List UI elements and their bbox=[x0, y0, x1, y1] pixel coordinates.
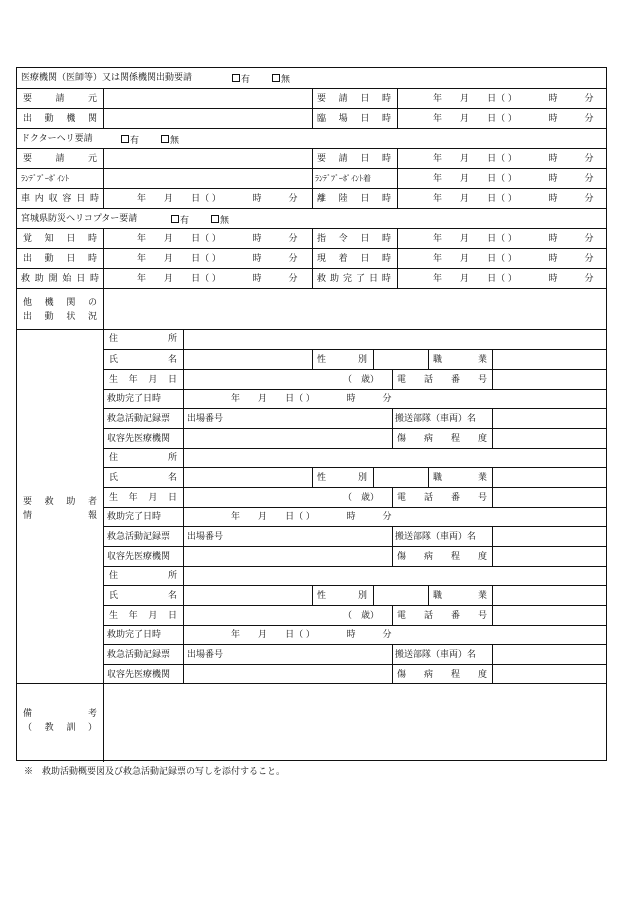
dispatch-no-label: 出場番号 bbox=[187, 532, 224, 542]
person-rescue-end-row bbox=[103, 389, 606, 408]
aware-datetime-label: 覚 知 日 時 bbox=[23, 234, 97, 244]
doctor-heli-row-2 bbox=[17, 168, 606, 188]
name-label: 氏 名 bbox=[109, 355, 177, 365]
request-datetime-label: 要 請 日 時 bbox=[317, 154, 391, 164]
severity-label: 傷 病 程 度 bbox=[397, 434, 487, 444]
person-hospital-row bbox=[103, 664, 606, 684]
severity-label: 傷 病 程 度 bbox=[397, 670, 487, 680]
sex-label: 性 別 bbox=[317, 355, 367, 365]
rescue-start-label: 救 助 開 始 日 時 bbox=[21, 274, 99, 284]
birth-label: 生 年 月 日 bbox=[109, 375, 177, 385]
date-field[interactable]: 年 月 日（ ） 時 分 bbox=[433, 274, 594, 284]
phone-label: 電 話 番 号 bbox=[397, 493, 487, 503]
other-agencies-label-2: 出 動 状 況 bbox=[23, 312, 97, 322]
address-label: 住 所 bbox=[109, 334, 177, 344]
person-section-label-1: 要 救 助 者 bbox=[23, 497, 97, 507]
arrival-datetime-label: 臨 場 日 時 bbox=[317, 114, 391, 124]
name-label: 氏 名 bbox=[109, 473, 177, 483]
person-address-row bbox=[103, 448, 606, 467]
date-field[interactable]: 年 月 日（ ） 時 分 bbox=[231, 512, 392, 522]
person-name-row bbox=[103, 467, 606, 487]
person-rescue-end-row bbox=[103, 625, 606, 644]
doctor-heli-yes-checkbox[interactable]: 有 bbox=[121, 135, 139, 146]
pref-heli-header bbox=[17, 208, 606, 228]
transport-unit-label: 搬送部隊（車両）名 bbox=[395, 414, 477, 424]
remarks-row bbox=[17, 683, 606, 762]
person-address-row bbox=[103, 566, 606, 585]
date-field[interactable]: 年 月 日（ ） 時 分 bbox=[231, 394, 392, 404]
dispatch-no-label: 出場番号 bbox=[187, 414, 224, 424]
person-record-row bbox=[103, 408, 606, 428]
person-info-section bbox=[17, 329, 606, 683]
request-datetime-label: 要 請 日 時 bbox=[317, 94, 391, 104]
hospital-label: 収容先医療機関 bbox=[107, 434, 171, 444]
age-field[interactable]: （ 歳） bbox=[343, 493, 380, 503]
severity-label: 傷 病 程 度 bbox=[397, 552, 487, 562]
person-hospital-row bbox=[103, 428, 606, 448]
pref-heli-row-2 bbox=[17, 248, 606, 268]
record-label: 救急活動記録票 bbox=[107, 414, 171, 424]
date-field[interactable]: 年 月 日（ ） 時 分 bbox=[433, 174, 594, 184]
person-name-row bbox=[103, 585, 606, 605]
job-label: 職 業 bbox=[433, 473, 487, 483]
doctor-heli-no-checkbox[interactable]: 無 bbox=[161, 135, 179, 146]
sex-label: 性 別 bbox=[317, 591, 367, 601]
age-field[interactable]: （ 歳） bbox=[343, 611, 380, 621]
person-record-row bbox=[103, 644, 606, 664]
dispatch-no-label: 出場番号 bbox=[187, 650, 224, 660]
phone-label: 電 話 番 号 bbox=[397, 375, 487, 385]
record-label: 救急活動記録票 bbox=[107, 532, 171, 542]
name-label: 氏 名 bbox=[109, 591, 177, 601]
pref-heli-no-checkbox[interactable]: 無 bbox=[211, 215, 229, 226]
date-field[interactable]: 年 月 日（ ） 時 分 bbox=[433, 194, 594, 204]
date-field[interactable]: 年 月 日（ ） 時 分 bbox=[137, 234, 298, 244]
medical-row-2 bbox=[17, 108, 606, 128]
onboard-datetime-label: 車 内 収 容 日 時 bbox=[21, 194, 99, 204]
pref-heli-row-3 bbox=[17, 268, 606, 288]
pref-heli-yes-checkbox[interactable]: 有 bbox=[171, 215, 189, 226]
person-address-row bbox=[103, 330, 606, 349]
remarks-label-2: （ 教 訓 ） bbox=[23, 723, 97, 733]
date-field[interactable]: 年 月 日（ ） 時 分 bbox=[137, 254, 298, 264]
order-datetime-label: 指 令 日 時 bbox=[317, 234, 391, 244]
rescue-end-label: 救助完了日時 bbox=[107, 512, 162, 522]
medical-row-1 bbox=[17, 88, 606, 108]
job-label: 職 業 bbox=[433, 591, 487, 601]
date-field[interactable]: 年 月 日（ ） 時 分 bbox=[433, 254, 594, 264]
doctor-heli-header bbox=[17, 128, 606, 148]
date-field[interactable]: 年 月 日（ ） 時 分 bbox=[433, 154, 594, 164]
doctor-heli-row-3 bbox=[17, 188, 606, 208]
person-rescue-end-row bbox=[103, 507, 606, 526]
doctor-heli-row-1 bbox=[17, 148, 606, 168]
hospital-label: 収容先医療機関 bbox=[107, 552, 171, 562]
arrive-datetime-label: 現 着 日 時 bbox=[317, 254, 391, 264]
dispatch-datetime-label: 出 動 日 時 bbox=[23, 254, 97, 264]
birth-label: 生 年 月 日 bbox=[109, 611, 177, 621]
request-source-label: 要 請 元 bbox=[23, 94, 97, 104]
address-label: 住 所 bbox=[109, 453, 177, 463]
date-field[interactable]: 年 月 日（ ） 時 分 bbox=[433, 234, 594, 244]
sex-label: 性 別 bbox=[317, 473, 367, 483]
remarks-label-1: 備 考 bbox=[23, 709, 97, 719]
footnote: ※ 救助活動概要図及び救急活動記録票の写しを添付すること。 bbox=[24, 767, 286, 777]
person-birth-row bbox=[103, 369, 606, 389]
medical-request-header bbox=[17, 68, 606, 88]
pref-heli-title: 宮城県防災ヘリコプター要請 bbox=[21, 214, 138, 224]
phone-label: 電 話 番 号 bbox=[397, 611, 487, 621]
other-agencies-label-1: 他 機 関 の bbox=[23, 298, 97, 308]
person-birth-row bbox=[103, 605, 606, 625]
rescue-end-label: 救助完了日時 bbox=[107, 394, 162, 404]
rescue-report-form bbox=[16, 67, 607, 761]
doctor-heli-title: ドクターヘリ要請 bbox=[21, 134, 93, 144]
date-field[interactable]: 年 月 日（ ） 時 分 bbox=[137, 274, 298, 284]
takeoff-datetime-label: 離 陸 日 時 bbox=[317, 194, 391, 204]
date-field[interactable]: 年 月 日（ ） 時 分 bbox=[433, 114, 594, 124]
medical-yes-checkbox[interactable]: 有 bbox=[232, 74, 250, 85]
job-label: 職 業 bbox=[433, 355, 487, 365]
medical-no-checkbox[interactable]: 無 bbox=[272, 74, 290, 85]
transport-unit-label: 搬送部隊（車両）名 bbox=[395, 650, 477, 660]
address-label: 住 所 bbox=[109, 571, 177, 581]
person-record-row bbox=[103, 526, 606, 546]
date-field[interactable]: 年 月 日（ ） 時 分 bbox=[231, 630, 392, 640]
person-name-row bbox=[103, 349, 606, 369]
dispatch-agency-label: 出 動 機 関 bbox=[23, 114, 97, 124]
record-label: 救急活動記録票 bbox=[107, 650, 171, 660]
date-field[interactable]: 年 月 日（ ） 時 分 bbox=[137, 194, 298, 204]
landing-point-arrival-label: ﾗﾝﾃﾞﾌﾞｰﾎﾟｲﾝﾄ着 bbox=[315, 174, 371, 183]
rescue-end-label: 救助完了日時 bbox=[107, 630, 162, 640]
hospital-label: 収容先医療機関 bbox=[107, 670, 171, 680]
other-agencies-row bbox=[17, 288, 606, 329]
pref-heli-row-1 bbox=[17, 228, 606, 248]
rescue-end-label: 救 助 完 了 日 時 bbox=[317, 274, 391, 284]
person-section-label-2: 情 報 bbox=[23, 511, 97, 521]
date-field[interactable]: 年 月 日（ ） 時 分 bbox=[433, 94, 594, 104]
medical-request-title: 医療機関（医師等）又は関係機関出動要請 bbox=[21, 73, 193, 83]
person-birth-row bbox=[103, 487, 606, 507]
person-hospital-row bbox=[103, 546, 606, 566]
landing-point-label: ﾗﾝﾃﾞﾌﾞｰﾎﾟｲﾝﾄ bbox=[21, 174, 69, 183]
transport-unit-label: 搬送部隊（車両）名 bbox=[395, 532, 477, 542]
age-field[interactable]: （ 歳） bbox=[343, 375, 380, 385]
birth-label: 生 年 月 日 bbox=[109, 493, 177, 503]
request-source-label: 要 請 元 bbox=[23, 154, 97, 164]
